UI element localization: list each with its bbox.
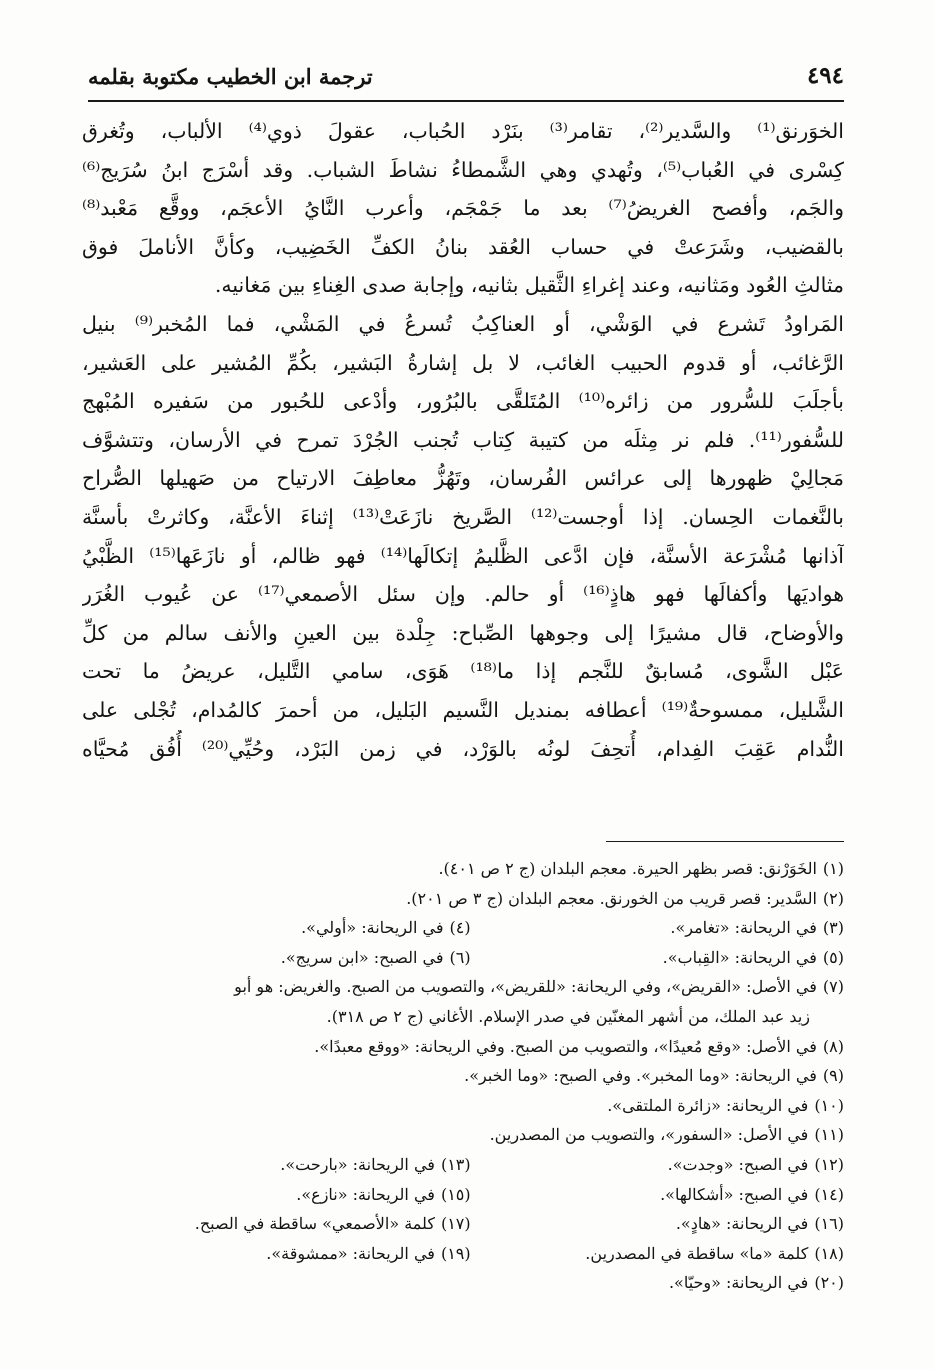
footnote (471, 1180, 844, 1210)
footnote-number: (٢) (822, 888, 844, 908)
footnote-text: في الصبح: «وجدت». (667, 1154, 809, 1174)
footnote-number: (٦) (449, 947, 471, 967)
footnote-row (82, 884, 844, 914)
footnote-row (82, 1061, 844, 1091)
footnote-row (82, 1032, 844, 1062)
footnote-text: كلمة «ما» ساقطة في المصدرين. (585, 1243, 809, 1263)
footnotes (82, 854, 844, 1298)
footnote-text: السَّدير: قصر قريب من الخورنق. معجم البلدان (ج ٣ ص ٢٠١). (406, 888, 817, 908)
footnote (82, 1061, 844, 1091)
text-line: آذانها مُشْرَعة الأسنَّة، فإن ادَّعى الظَّليمُ إتكالَها⁽¹⁴⁾ فهو ظالم، أو نازَعَها⁽¹⁵⁾ الظَّبْيُ (82, 543, 844, 568)
footnote-text: في الريحانة: «وحيّا». (668, 1273, 809, 1293)
footnote-number: (١٢) (814, 1154, 844, 1174)
text-line: عَبْل الشَّوى، مُسابقٌ للنَّجم إذا ما⁽¹⁸⁾ هَوَى، سامي التَّليل، عريضُ ما تحت (82, 659, 844, 684)
footnote-number: (٨) (822, 1036, 844, 1056)
footnote-number: (١) (822, 859, 844, 878)
footnote (471, 943, 844, 973)
page-number: ٤٩٤ (806, 62, 844, 89)
footnote-number: (٥) (822, 947, 844, 967)
text-line: الخوَرنق⁽¹⁾ والسَّدير⁽²⁾، تقامر⁽³⁾ بنَرْد الحُباب، عقولَ ذوي⁽⁴⁾ الألباب، وتُغرق (82, 119, 844, 143)
footnote-text: في الأصل: «السفور»، والتصويب من المصدرين. (489, 1125, 809, 1145)
footnote-number: (٣) (822, 918, 844, 938)
footnote (82, 854, 844, 884)
footnote-row (82, 1120, 844, 1150)
footnote (97, 1180, 470, 1210)
text-line: مثالثِ العُود ومَثانيه، وعند إغراءِ الثَّقيل بثانيه، وإجابة صدى الغِناءِ بين مَغانيه. (214, 273, 844, 298)
footnote (97, 1239, 470, 1269)
footnote-row (82, 972, 844, 1002)
footnote-row (82, 1239, 844, 1269)
text-line: الشَّليل، ممسوحةٌ⁽¹⁹⁾ أعطافه بمنديل النَّسيم البَليل، من أحمرَ كالمُدام، تُجْلى على (82, 697, 844, 722)
footnote-row (82, 1180, 844, 1210)
footnote-text: في الريحانة: «ممشوقة». (266, 1243, 435, 1263)
footnote-text: في الريحانة: «بارحت». (280, 1154, 435, 1174)
text-line: الرَّغائب، أو قدوم الحبيب الغائب، لا بل إشارةُ البَشير، بكُمِّ المُشير على العَشير، (82, 350, 844, 375)
footnote-row (82, 1209, 844, 1239)
footnote-text: في الريحانة: «القِباب». (662, 947, 817, 967)
footnote (471, 913, 844, 943)
footnote-text: في الصبح: «أشكالها». (660, 1184, 809, 1204)
footnote-number: (٤) (449, 918, 471, 938)
running-title: ترجمة ابن الخطيب مكتوبة بقلمه (88, 64, 373, 89)
text-line: مَجالِيْ ظهورها إلى عرائس الفُرسان، وتَهُزُّ معاطِفَ الارتياح من صَهيلها الصُّراح (82, 466, 844, 491)
footnote-text: في الأصل: «وقع مُعيدًا»، والتصويب من الصبح. وفي الريحانة: «ووقع معبدًا». (314, 1036, 817, 1056)
footnote-number: (١٦) (814, 1214, 844, 1234)
footnote-row (82, 913, 844, 943)
footnote-number: (١٤) (814, 1184, 844, 1204)
footnote (82, 1120, 844, 1150)
text-line: للسُّفور⁽¹¹⁾. فلم نر مِثلَه من كتيبة كِتاب تُجنب الجُرْدَ تمرح في الأرسان، وتتشوَّف (82, 427, 844, 452)
footnote-text: في الصبح: «ابن سريج». (280, 947, 444, 967)
footnote-text: في الريحانة: «نازع». (296, 1184, 435, 1204)
footnote-text: في الريحانة: «أولي». (301, 918, 444, 938)
page-header (88, 56, 844, 102)
footnote-text: زيد عبد الملك، من أشهر المغنّين في صدر الإسلام. الأغاني (ج ٢ ص ٣١٨). (326, 1006, 810, 1026)
footnote (82, 1091, 844, 1121)
footnote-row (82, 854, 844, 884)
footnote-number: (٧) (822, 977, 844, 997)
footnote-number: (١٧) (440, 1214, 471, 1234)
text-line: والجَم، وأفصح الغريضُ⁽⁷⁾ بعد ما جَمْجَم، وأعرب النَّايُ الأعجَم، ووقَّع مَعْبد⁽⁸⁾ (82, 196, 844, 221)
footnote-text: في الريحانة: «وما المخبر». وفي الصبح: «وما الخبر». (464, 1066, 817, 1086)
footnote (97, 943, 470, 973)
text-line: النُّدام عَقِبَ الفِدام، أُتحِفَ لونُه بالوَرْد، في زمن البَرْد، وحُيِّي⁽²⁰⁾ أُفُق مُحيَّاه (82, 736, 844, 761)
footnote (82, 972, 844, 1002)
footnote (82, 1268, 844, 1298)
footnote-row (82, 1268, 844, 1298)
footnote-continuation (82, 1002, 844, 1032)
footnote (82, 1032, 844, 1062)
footnote-row (82, 1150, 844, 1180)
body-text (82, 112, 844, 768)
footnote (471, 1239, 844, 1269)
text-line: بأجلَبَ للسُّرور من زائره⁽¹⁰⁾ المُتَلقَّى بالبُرُور، وأدْعى للحُبور من سَفيره المُبْهج (82, 389, 844, 414)
footnote (82, 884, 844, 914)
footnote-separator (606, 841, 844, 842)
text-line: كِسْرى في العُباب⁽⁵⁾، وتُهدي وهي الشَّمطاءُ نشاطَ الشباب. وقد أسْرَج ابنُ سُرَيج⁽⁶⁾ (82, 157, 844, 182)
footnote-number: (١١) (814, 1125, 844, 1145)
text-line: بالقضيب، وشَرَعتْ في حساب العُقد بنانُ الكفِّ الخَضِيب، وكأنَّ الأناملَ فوق (82, 234, 844, 259)
footnote-text: الخَوَرْنق: قصر بظهر الحيرة. معجم البلدان (ج ٢ ص ٤٠١). (438, 859, 817, 878)
footnote-number: (١٣) (440, 1154, 471, 1174)
footnote-number: (١٥) (440, 1184, 471, 1204)
footnote (471, 1150, 844, 1180)
footnote (97, 1150, 470, 1180)
footnote-number: (١٩) (440, 1243, 471, 1263)
text-line: المَراودُ تَشرع في الوَشْي، أو العناكِبُ تُسرعُ في المَشْي، فما المُخبر⁽⁹⁾ بنيل (82, 311, 844, 336)
footnote-text: في الأصل: «القريض»، وفي الريحانة: «للقريض»، والتصويب من الصبح. والغريض: هو أبو (234, 977, 817, 997)
text-line: هواديَها وأكفالَها فهو هاذٍ⁽¹⁶⁾ أو حالم. وإن سئل الأصمعي⁽¹⁷⁾ عن عُيوب الغُرَر (82, 582, 844, 607)
footnote-row (82, 943, 844, 973)
footnote-number: (١٠) (814, 1095, 844, 1115)
footnote (97, 1209, 470, 1239)
text-line: بالنَّغمات الحِسان. إذا أوجست⁽¹²⁾ الصَّريخ نازَعَتْ⁽¹³⁾ إثناءَ الأعنَّة، وكاثرتْ بأسنَّة (82, 504, 844, 529)
footnote-number: (١٨) (814, 1243, 844, 1263)
footnote-row (82, 1002, 844, 1032)
footnote-number: (٢٠) (814, 1273, 844, 1293)
text-line: والأوضاح، قال مشيرًا إلى وجوهها الصِّباح: جِلْدة بين العينِ والأنف سالم من كلِّ (82, 620, 844, 645)
footnote-text: كلمة «الأصمعي» ساقطة في الصبح. (194, 1214, 435, 1234)
footnote-text: في الريحانة: «تغامر». (670, 918, 817, 938)
footnote-row (82, 1091, 844, 1121)
footnote (97, 913, 470, 943)
footnote-text: في الريحانة: «هادٍ». (675, 1214, 809, 1234)
footnote-number: (٩) (822, 1066, 844, 1086)
footnote (471, 1209, 844, 1239)
footnote-text: في الريحانة: «زائرة الملتقى». (607, 1095, 809, 1115)
